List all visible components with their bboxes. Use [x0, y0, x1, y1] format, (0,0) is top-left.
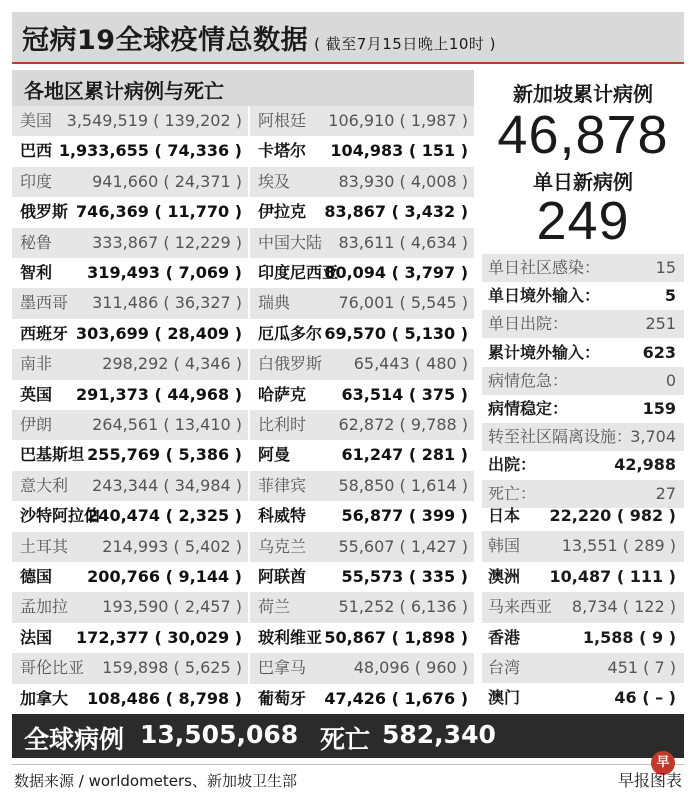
data-source: 数据来源 / worldometers、新加坡卫生部	[14, 772, 298, 790]
row-value: 58,850 ( 1,614 )	[338, 475, 468, 495]
country-row	[12, 440, 248, 470]
row-name: 中国大陆	[258, 232, 323, 252]
row-value: 172,377 ( 30,029 )	[76, 627, 242, 647]
global-totals-bar	[12, 714, 684, 758]
region-row	[482, 623, 684, 653]
row-value: 5	[664, 286, 676, 306]
row-name: 比利时	[258, 415, 307, 434]
row-value: 106,910 ( 1,987 )	[328, 111, 468, 130]
country-row	[12, 319, 248, 349]
row-value: 159,898 ( 5,625 )	[102, 658, 242, 678]
row-value: 1,588 ( 9 )	[582, 627, 676, 647]
row-name: 单日出院：	[488, 314, 569, 334]
country-row	[250, 288, 474, 318]
row-value: 214,993 ( 5,402 )	[102, 536, 242, 556]
row-name: 巴西	[20, 141, 53, 161]
row-value: 69,570 ( 5,130 )	[324, 323, 468, 343]
row-name: 病情危急：	[488, 370, 569, 390]
country-row	[12, 380, 248, 410]
sg-total-value: 46,878	[497, 105, 669, 165]
row-name: 白俄罗斯	[258, 354, 323, 374]
row-value: 311,486 ( 36,327 )	[92, 293, 242, 313]
brand-label: 早报图表	[617, 771, 682, 790]
country-row	[12, 197, 248, 227]
country-row	[12, 592, 248, 622]
row-name: 香港	[488, 627, 521, 647]
country-row	[250, 319, 474, 349]
row-value: 80,094 ( 3,797 )	[324, 263, 468, 282]
row-value: 3,549,519 ( 139,202 )	[66, 111, 242, 130]
row-name: 俄罗斯	[20, 202, 69, 222]
row-name: 科威特	[258, 506, 307, 526]
row-value: 46 ( – )	[614, 688, 676, 708]
row-name: 哈萨克	[258, 384, 307, 404]
global-deaths-label: 死亡	[320, 725, 371, 754]
country-row	[12, 623, 248, 653]
row-value: 15	[655, 258, 676, 277]
sg-stat-row	[482, 310, 684, 338]
row-value: 22,220 ( 982 )	[549, 506, 676, 525]
country-row	[250, 471, 474, 501]
row-value: 104,983 ( 151 )	[330, 141, 468, 161]
page-subtitle: ( 截至7月15日晚上10时 )	[314, 35, 497, 53]
row-value: 27	[655, 483, 676, 503]
row-name: 巴拿马	[258, 658, 307, 678]
country-row	[250, 349, 474, 379]
row-name: 伊拉克	[258, 202, 307, 222]
row-value: 63,514 ( 375 )	[341, 384, 468, 404]
country-row	[250, 532, 474, 562]
row-value: 159	[642, 399, 676, 418]
region-row	[482, 501, 684, 531]
row-value: 55,573 ( 335 )	[341, 567, 468, 586]
zaobao-logo-icon: 早	[651, 751, 675, 775]
region-row	[482, 592, 684, 622]
row-value: 200,766 ( 9,144 )	[87, 567, 242, 586]
region-row	[482, 531, 684, 561]
row-value: 451 ( 7 )	[607, 658, 676, 677]
row-value: 1,933,655 ( 74,336 )	[58, 141, 242, 161]
row-value: 240,474 ( 2,325 )	[87, 506, 242, 526]
country-row	[12, 562, 248, 592]
row-name: 台湾	[488, 658, 521, 677]
global-cases-value: 13,505,068	[140, 720, 299, 749]
row-value: 941,660 ( 24,371 )	[92, 171, 242, 191]
sg-stat-row	[482, 367, 684, 395]
row-name: 印度	[20, 171, 53, 191]
row-name: 哥伦比亚	[20, 658, 85, 678]
row-value: 62,872 ( 9,788 )	[338, 415, 468, 434]
row-name: 意大利	[20, 475, 69, 495]
row-value: 83,611 ( 4,634 )	[338, 232, 468, 252]
region-row	[482, 683, 684, 713]
sg-stat-row	[482, 254, 684, 282]
row-name: 墨西哥	[20, 293, 69, 313]
row-value: 291,373 ( 44,968 )	[76, 384, 242, 404]
row-name: 德国	[20, 567, 53, 586]
country-row	[250, 258, 474, 288]
sg-daily-label: 单日新病例	[533, 170, 633, 194]
country-row	[250, 592, 474, 622]
row-name: 玻利维亚	[258, 627, 323, 647]
row-name: 秘鲁	[20, 232, 53, 252]
sg-stat-row	[482, 423, 684, 451]
row-name: 埃及	[258, 171, 291, 191]
row-value: 264,561 ( 13,410 )	[92, 415, 242, 434]
row-value: 48,096 ( 960 )	[353, 658, 468, 678]
row-value: 83,930 ( 4,008 )	[338, 171, 468, 191]
row-name: 加拿大	[20, 688, 69, 708]
right-column-divider	[476, 70, 478, 714]
row-value: 193,590 ( 2,457 )	[102, 597, 242, 617]
row-value: 319,493 ( 7,069 )	[87, 263, 242, 282]
country-row	[250, 501, 474, 531]
row-name: 巴基斯坦	[20, 445, 85, 465]
row-name: 澳门	[488, 688, 521, 708]
country-row	[250, 684, 474, 714]
row-value: 0	[665, 370, 676, 390]
row-name: 南非	[20, 354, 53, 374]
country-row	[12, 228, 248, 258]
singapore-summary	[482, 70, 684, 252]
country-row	[250, 440, 474, 470]
regions-header-text: 各地区累计病例与死亡	[24, 79, 224, 103]
row-name: 美国	[20, 111, 53, 130]
row-value: 51,252 ( 6,136 )	[338, 597, 468, 617]
row-name: 葡萄牙	[258, 688, 307, 708]
country-row	[12, 136, 248, 166]
row-value: 10,487 ( 111 )	[549, 566, 676, 586]
row-name: 土耳其	[20, 536, 69, 556]
country-row	[250, 136, 474, 166]
row-name: 单日境外输入：	[488, 286, 601, 306]
row-name: 瑞典	[258, 293, 291, 313]
row-value: 42,988	[614, 455, 676, 475]
global-deaths-value: 582,340	[382, 720, 496, 749]
row-value: 3,704	[630, 427, 676, 447]
row-name: 沙特阿拉伯	[20, 506, 101, 526]
country-row	[250, 410, 474, 440]
row-name: 累计境外输入：	[488, 342, 601, 362]
sg-stat-row	[482, 395, 684, 423]
row-name: 日本	[488, 506, 521, 525]
country-row	[12, 167, 248, 197]
page-title	[22, 18, 496, 57]
country-row	[12, 532, 248, 562]
country-row	[250, 197, 474, 227]
row-name: 英国	[20, 384, 53, 404]
country-row	[12, 684, 248, 714]
row-name: 单日社区感染：	[488, 258, 601, 277]
row-name: 马来西亚	[488, 597, 553, 617]
country-row	[250, 380, 474, 410]
country-row	[12, 106, 248, 136]
country-row	[12, 349, 248, 379]
row-value: 65,443 ( 480 )	[353, 354, 468, 374]
row-name: 转至社区隔离设施：	[488, 427, 633, 447]
row-name: 阿根廷	[258, 111, 307, 130]
country-row	[12, 288, 248, 318]
title-underline	[12, 62, 684, 64]
row-name: 西班牙	[20, 323, 69, 343]
row-name: 死亡：	[488, 483, 537, 503]
country-row	[250, 623, 474, 653]
row-name: 乌克兰	[258, 536, 307, 556]
footer-divider	[12, 764, 684, 765]
region-row	[482, 562, 684, 592]
row-name: 智利	[20, 263, 53, 282]
row-name: 阿曼	[258, 445, 291, 465]
row-value: 47,426 ( 1,676 )	[324, 688, 468, 708]
row-value: 50,867 ( 1,898 )	[324, 627, 468, 647]
row-value: 76,001 ( 5,545 )	[338, 293, 468, 313]
row-name: 病情稳定：	[488, 399, 569, 418]
row-value: 303,699 ( 28,409 )	[76, 323, 242, 343]
column-divider	[248, 106, 250, 714]
country-row	[250, 106, 474, 136]
country-row	[250, 167, 474, 197]
country-row	[250, 653, 474, 683]
row-value: 251	[645, 314, 676, 334]
country-row	[12, 501, 248, 531]
row-name: 法国	[20, 627, 53, 647]
row-value: 746,369 ( 11,770 )	[76, 202, 242, 222]
sg-daily-value: 249	[536, 191, 630, 251]
global-cases-label: 全球病例	[24, 725, 125, 754]
row-name: 厄瓜多尔	[258, 323, 323, 343]
row-value: 333,867 ( 12,229 )	[92, 232, 242, 252]
country-row	[12, 258, 248, 288]
country-row	[12, 471, 248, 501]
title-text: 冠病19全球疫情总数据	[22, 25, 309, 56]
row-name: 孟加拉	[20, 597, 69, 617]
row-value: 61,247 ( 281 )	[341, 445, 468, 465]
row-name: 阿联酋	[258, 567, 307, 586]
title-bar	[12, 12, 684, 62]
row-value: 13,551 ( 289 )	[561, 536, 676, 556]
row-value: 55,607 ( 1,427 )	[338, 536, 468, 556]
row-name: 菲律宾	[258, 475, 307, 495]
sg-stat-row	[482, 451, 684, 479]
row-name: 印度尼西亚	[258, 263, 339, 282]
country-row	[250, 228, 474, 258]
row-value: 8,734 ( 122 )	[571, 597, 676, 617]
row-value: 255,769 ( 5,386 )	[87, 445, 242, 465]
country-row	[12, 410, 248, 440]
row-value: 83,867 ( 3,432 )	[324, 202, 468, 222]
country-row	[250, 562, 474, 592]
row-name: 出院：	[488, 455, 537, 475]
sg-total-label: 新加坡累计病例	[513, 82, 653, 106]
region-row	[482, 653, 684, 683]
row-name: 卡塔尔	[258, 141, 307, 161]
row-name: 荷兰	[258, 597, 291, 617]
sg-stat-row	[482, 282, 684, 310]
regions-header	[12, 70, 474, 106]
row-value: 56,877 ( 399 )	[341, 506, 468, 526]
sg-stat-row	[482, 339, 684, 367]
row-name: 韩国	[488, 536, 521, 556]
row-value: 298,292 ( 4,346 )	[102, 354, 242, 374]
row-value: 623	[642, 342, 676, 362]
country-row	[12, 653, 248, 683]
row-value: 243,344 ( 34,984 )	[92, 475, 242, 495]
row-value: 108,486 ( 8,798 )	[87, 688, 242, 708]
row-name: 澳洲	[488, 566, 521, 586]
row-name: 伊朗	[20, 415, 53, 434]
